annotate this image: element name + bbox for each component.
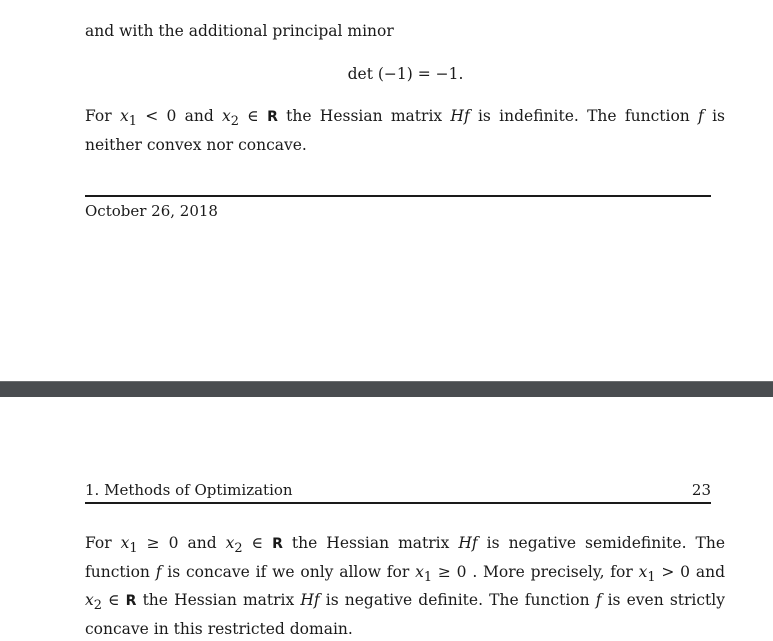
- real-numbers-symbol: R: [267, 109, 278, 125]
- running-head: [85, 480, 711, 500]
- math-subscript: 2: [234, 541, 243, 557]
- text-run: is neither convex nor concave.: [85, 107, 725, 154]
- page-separator: [0, 381, 773, 397]
- math-var: f: [155, 562, 162, 581]
- text-run: is negative semidefinite. The function: [85, 534, 725, 581]
- text-run: is even strictly concave in this restricted domain.: [85, 591, 725, 638]
- chapter-title: 1. Methods of Optimization: [85, 481, 293, 499]
- math-subscript: 1: [129, 541, 138, 557]
- text-run: For: [85, 534, 121, 552]
- math-subscript: 1: [128, 114, 137, 130]
- math-subscript: 2: [230, 114, 240, 130]
- math-var: f: [698, 107, 704, 125]
- text-run: is concave if we only allow for: [161, 562, 416, 581]
- math-subscript: 1: [647, 569, 656, 585]
- math-var: x: [222, 107, 231, 125]
- math-var: x: [119, 107, 129, 125]
- text-run: is indefinite. The function: [469, 107, 699, 125]
- text-run: the Hessian matrix: [282, 534, 459, 552]
- real-numbers-symbol: R: [125, 593, 137, 610]
- text-run: < 0 and: [136, 107, 223, 125]
- text-run: the Hessian matrix: [277, 107, 451, 125]
- text-run: ∈: [242, 534, 273, 552]
- lead-sentence: and with the additional principal minor: [85, 22, 394, 40]
- math-var: f: [595, 591, 602, 610]
- math-var: x: [638, 562, 648, 581]
- math-var: x: [415, 562, 424, 581]
- text-run: ∈: [101, 591, 126, 610]
- math-var: Hf: [300, 591, 320, 610]
- math-var: x: [120, 534, 130, 552]
- header-rule: [85, 502, 711, 504]
- math-var: Hf: [450, 107, 470, 125]
- text-run: ≥ 0 and: [137, 534, 226, 552]
- math-var: Hf: [458, 534, 478, 552]
- footer-date: October 26, 2018: [85, 202, 218, 220]
- math-subscript: 1: [423, 569, 433, 585]
- page-number: 23: [691, 481, 711, 499]
- math-subscript: 2: [93, 598, 102, 614]
- text-run: the Hessian matrix: [136, 591, 301, 610]
- text-run: is negative definite. The function: [319, 591, 596, 610]
- real-numbers-symbol: R: [272, 536, 283, 552]
- text-run: > 0 and: [655, 562, 725, 581]
- text-run: ∈: [239, 107, 268, 125]
- footer-rule: [85, 195, 711, 197]
- math-var: x: [225, 534, 235, 552]
- text-run: ≥ 0 . More precisely, for: [432, 562, 639, 581]
- semidefinite-paragraph: [85, 532, 725, 641]
- text-run: For: [85, 107, 120, 125]
- indefinite-paragraph: [85, 105, 725, 157]
- math-var: x: [85, 591, 94, 610]
- principal-minor-equation: det (−1) = −1.: [347, 65, 464, 83]
